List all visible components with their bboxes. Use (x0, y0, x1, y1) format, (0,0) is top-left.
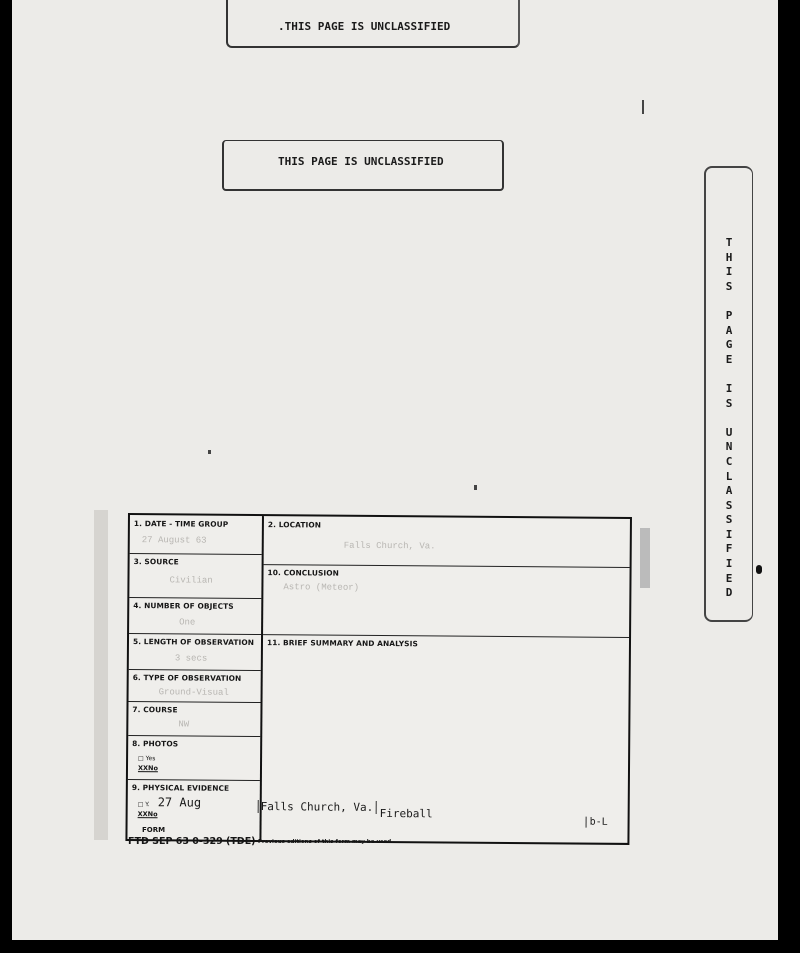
field-label: 9. PHYSICAL EVIDENCE (131, 783, 230, 793)
form-word: FORM (142, 826, 166, 834)
field-label: 7. COURSE (132, 705, 178, 715)
faded-text: One (179, 617, 196, 628)
field-label: 5. LENGTH OF OBSERVATION (132, 637, 255, 647)
field-label: 1. DATE - TIME GROUP (133, 519, 229, 529)
handwritten-code: b-L (586, 817, 608, 828)
middle-unclassified-stamp (222, 140, 504, 191)
field-label: 11. BRIEF SUMMARY AND ANALYSIS (266, 638, 418, 649)
scan-mark (756, 565, 762, 574)
middle-stamp-text: THIS PAGE IS UNCLASSIFIED (278, 155, 444, 168)
side-stamp-text: T H I S P A G E I S U N C L A S S I F I E D (725, 236, 733, 600)
handwritten-description: Fireball (379, 806, 433, 821)
field-label: 8. PHOTOS (132, 739, 179, 749)
scan-shadow (94, 510, 108, 840)
photos-yes-checkbox: □ Yes (138, 755, 156, 763)
evidence-no-checkbox: XXNo (137, 810, 158, 819)
faded-text: Falls Church, Va. (343, 540, 436, 552)
faded-text: 27 August 63 (141, 535, 207, 546)
field-label: 4. NUMBER OF OBJECTS (133, 601, 234, 611)
form-id: FTD SEP 63 0-329 (TDE) (128, 836, 256, 847)
faded-text: 3 secs (174, 653, 208, 664)
field-label: 10. CONCLUSION (267, 568, 339, 578)
field-label: 3. SOURCE (133, 557, 179, 567)
field-number-of-objects (129, 597, 261, 635)
top-stamp-text: .THIS PAGE IS UNCLASSIFIED (278, 20, 451, 33)
top-unclassified-stamp (226, 0, 520, 48)
sighting-report-form (125, 513, 632, 845)
evidence-yes-checkbox: □ Y. (137, 801, 150, 809)
field-type-of-observation (129, 669, 261, 703)
faded-text: Astro (Meteor) (283, 582, 360, 593)
field-length-of-observation (129, 633, 261, 671)
faded-text: NW (178, 719, 190, 730)
field-course (128, 701, 260, 737)
handwritten-location: Falls Church, Va. (258, 800, 377, 814)
form-left-column (127, 515, 264, 840)
field-label: 6. TYPE OF OBSERVATION (132, 673, 242, 683)
faded-text: Ground-Visual (158, 687, 229, 698)
field-label: 2. LOCATION (267, 520, 322, 530)
field-photos (128, 735, 260, 781)
scan-mark (474, 485, 477, 490)
side-unclassified-stamp (704, 166, 753, 622)
field-location (264, 516, 630, 568)
scan-mark (640, 528, 650, 588)
photos-no-checkbox: XXNo (137, 764, 158, 773)
scan-mark (642, 100, 644, 114)
field-conclusion (263, 564, 630, 638)
scan-mark (208, 450, 211, 454)
handwritten-date: 27 Aug (157, 795, 202, 810)
faded-text: Civilian (169, 575, 213, 586)
field-date-time-group (130, 515, 262, 555)
form-note: Previous editions of this form may be used. (258, 839, 394, 845)
document-page (12, 0, 778, 940)
field-source (129, 553, 261, 599)
